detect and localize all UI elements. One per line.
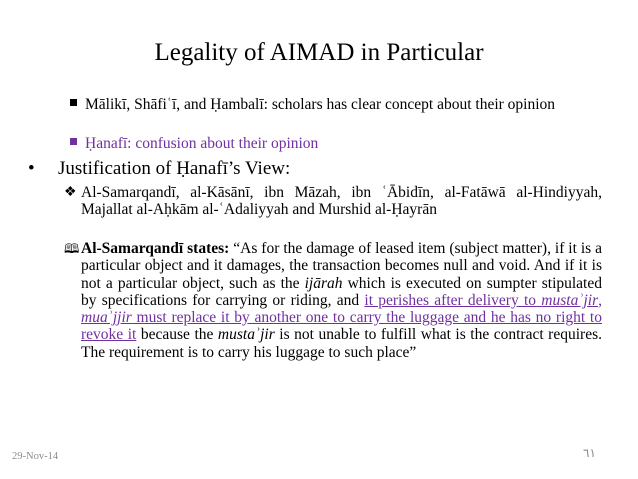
- square-bullet-icon: [70, 99, 77, 106]
- diamond-bullet-icon: ❖: [64, 185, 77, 200]
- quote-paragraph: [64, 240, 602, 361]
- quote-label: Al-Samarqandī states:: [81, 240, 230, 257]
- footer-date: 29-Nov-14: [12, 451, 59, 462]
- highlight-part-2: ,: [598, 291, 602, 309]
- square-bullet-icon: [70, 138, 77, 145]
- quote-part-3: because the: [136, 326, 218, 344]
- sub-bullet-samarqandi-quote: [64, 240, 602, 361]
- main-bullet-text: Justification of Ḥanafī’s View:: [58, 158, 291, 179]
- dot-bullet-icon: •: [28, 158, 35, 179]
- sub-bullet-text: Al-Samarqandī, al-Kāsānī, ibn Māzah, ibn ʿĀbidīn, al-Fatāwā al-Hindiyyah, Majallat al-Aḥkām al-ʿAdaliyyah and Murshid al-Ḥayrān: [81, 184, 602, 219]
- bullet-text: Mālikī, Shāfiʿī, and Ḥambalī: scholars has clear concept about their opinion: [85, 96, 556, 113]
- term-mustajir-2: mustaʾjir: [217, 326, 275, 344]
- term-mustajir: mustaʾjir: [541, 291, 599, 309]
- term-muajjir: muaʾjjir: [81, 309, 132, 327]
- bullet-text: Ḥanafī: confusion about their opinion: [85, 135, 319, 152]
- bullet-maliki-shafii-hambali: [64, 96, 602, 113]
- quote-part-2: which is executed on sumpter stipulated by specifications for carrying or riding, and: [81, 274, 602, 309]
- page-number: ٦١: [583, 446, 596, 460]
- book-icon: 🕮: [64, 241, 80, 256]
- quote-part-1: “As for the damage of leased item (subject matter), if it is a particular object and it damages, the transaction becomes null and void. And if it is not a particular object, such as the: [81, 240, 602, 292]
- main-bullet-justification: [28, 158, 608, 180]
- term-ijarah: ijārah: [304, 274, 343, 292]
- highlight-part-1: it perishes after delivery to: [364, 291, 542, 309]
- bullet-hanafi: [64, 135, 602, 152]
- quote-part-4: is not unable to fulfill what is the contract requires. The requirement is to carry his luggage to such place”: [81, 326, 602, 361]
- slide-title: Legality of AIMAD in Particular: [154, 39, 484, 66]
- highlight-part-3: must replace it by another one to carry the luggage and he has no right to revoke it: [81, 309, 602, 344]
- sub-bullet-scholars: [64, 184, 602, 219]
